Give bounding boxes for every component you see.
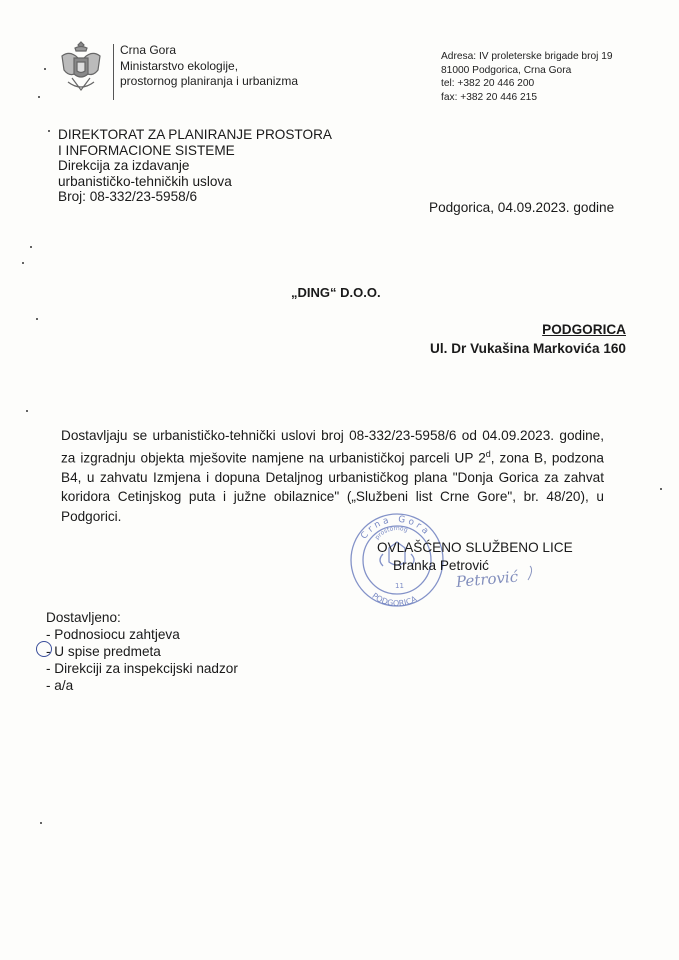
scan-speck <box>22 262 24 264</box>
directorate-line: urbanističko-tehničkih uslova <box>58 173 232 189</box>
phone-line: tel: +382 20 446 200 <box>441 78 535 90</box>
recipient-company: „DING“ D.O.O. <box>291 285 381 300</box>
distribution-item: - Podnosiocu zahtjeva <box>46 627 180 642</box>
distribution-item: - Direkciji za inspekcijski nadzor <box>46 661 238 676</box>
coat-of-arms-icon <box>58 38 104 96</box>
address-line: Adresa: IV proleterske brigade broj 19 <box>441 51 613 62</box>
scan-speck <box>30 246 32 248</box>
stamp-bottom-text: PODGORICA <box>370 591 419 608</box>
recipient-city: PODGORICA <box>542 322 626 337</box>
officer-name: Branka Petrović <box>393 558 489 573</box>
recipient-street: Ul. Dr Vukašina Markovića 160 <box>430 341 626 356</box>
body-superscript: d <box>485 449 491 460</box>
ministry-line: Ministarstvo ekologije, <box>120 58 239 73</box>
body-part-2: , zona B, podzona B4, u zahvatu Izmjena i dopuna Detaljnog urbanističkog plana "Donja Gorica za zahvat koridora Cetinjskog puta i južne obilaznice" („Službeni list Crne Gore", br. 48/20), u Podgorici. <box>61 450 604 524</box>
ministry-line: Crna Gora <box>120 43 177 57</box>
directorate-line: Direkcija za izdavanje <box>58 158 190 173</box>
city-line: 81000 Podgorica, Crna Gora <box>441 64 572 76</box>
document-date: Podgorica, 04.09.2023. godine <box>429 200 615 215</box>
contact-info <box>441 50 613 104</box>
fax-line: fax: +382 20 446 215 <box>441 91 538 103</box>
scan-speck <box>660 488 662 490</box>
distribution-list <box>46 609 238 694</box>
directorate-line: I INFORMACIONE SISTEME <box>58 142 235 158</box>
handwritten-circle-mark <box>36 641 52 657</box>
scan-speck <box>26 410 28 412</box>
directorate-block <box>58 127 332 205</box>
officer-title: OVLAŠĆENO SLUŽBENO LICE <box>377 540 573 555</box>
scan-speck <box>44 68 46 70</box>
signature-text: Petrović <box>455 567 519 591</box>
body-part-1: Dostavljaju se urbanističko-tehnički uslovi broj 08-332/23-5958/6 od 04.09.2023. godine, za izgradnju objekta mješovite namjene na urbanističkoj parceli UP 2 <box>61 428 604 466</box>
handwritten-signature <box>450 560 545 592</box>
letter-body <box>61 426 604 526</box>
stamp-top-text: Crna Gora <box>359 514 433 542</box>
scan-speck <box>38 96 40 98</box>
scan-speck <box>40 822 42 824</box>
distribution-item: - U spise predmeta <box>46 644 161 659</box>
ministry-name <box>120 43 298 90</box>
header-divider <box>113 44 114 100</box>
stamp-ring-text: prostornog <box>373 524 409 542</box>
distribution-item: - a/a <box>46 678 74 693</box>
reference-number: Broj: 08-332/23-5958/6 <box>58 189 198 204</box>
directorate-line: DIREKTORAT ZA PLANIRANJE PROSTORA <box>58 127 332 142</box>
distribution-title: Dostavljeno: <box>46 610 121 625</box>
scan-speck <box>48 130 50 132</box>
stamp-number: 11 <box>395 582 404 590</box>
scan-speck <box>36 318 38 320</box>
ministry-line: prostornog planiranja i urbanizma <box>120 74 299 88</box>
